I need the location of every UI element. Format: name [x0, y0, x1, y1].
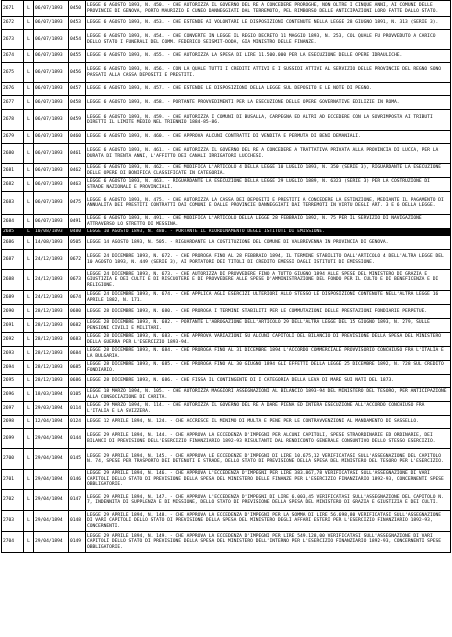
- row-code: 0680: [69, 305, 86, 319]
- row-type: L: [24, 17, 34, 30]
- row-type: L: [24, 388, 34, 402]
- row-text: LEGGE 28 DICEMBRE 1893, N. 686. - CHE FISSA IL CONTINGENTE DI I CATEGORIA DELLA LEVA DI MARE SUI NATI DEL 1873.: [86, 375, 451, 388]
- table-row: [2, 361, 451, 375]
- row-number: 2696: [2, 388, 24, 402]
- row-date: 06/07/1893: [34, 63, 69, 83]
- table-row: [2, 164, 451, 178]
- row-date: 14/08/1893: [34, 236, 69, 250]
- row-text: LEGGE 10 AGOSTO 1893, N. 480. - PORTANTE IL RIORDINAMENTO DEGLI ISTITUTI DI EMISSIONE.: [86, 229, 451, 236]
- row-code: 0480: [69, 229, 86, 236]
- table-row: [2, 192, 451, 215]
- row-text: LEGGE 29 MARZO 1894, N. 114. - CHE AUTORIZZA IL GOVERNO DEL RE A DARE PIENA ED INTERA ESECUZIONE ALL'ACCORDO CONCHIUSO FRA L'ITALIA E LA SVIZZERA.: [86, 402, 451, 416]
- row-code: 0149: [69, 532, 86, 553]
- row-code: 0105: [69, 388, 86, 402]
- row-number: 2683: [2, 192, 24, 215]
- row-type: L: [24, 236, 34, 250]
- row-text: LEGGE 29 APRILE 1894, N. 149. - CHE APPROVA LA ECCEDENZA D'IMPEGNI PER LIRE 549.128,00 VERIFICATASI SULL'ASSEGNAZIONE DI VARI CAPITOLI DELLO STATO DI PREVISIONE DELLA SPESA DEL MINISTERO DELL'INTERNO PER L'ESERCIZIO FINANZIARIO 1892-93, CONCERNENTI SPESE OBBLIGATORIE.: [86, 532, 451, 553]
- row-date: 06/07/1893: [34, 50, 69, 63]
- row-code: 0145: [69, 449, 86, 470]
- row-date: 06/07/1893: [34, 1, 69, 17]
- row-code: 0463: [69, 178, 86, 192]
- row-type: L: [24, 470, 34, 490]
- row-type: L: [24, 164, 34, 178]
- row-date: 29/04/1894: [34, 532, 69, 553]
- row-date: 24/12/1893: [34, 250, 69, 270]
- row-number: 2685: [2, 229, 24, 236]
- row-type: L: [24, 375, 34, 388]
- row-type: L: [24, 347, 34, 361]
- table-row: [2, 449, 451, 470]
- table-row: [2, 270, 451, 291]
- row-text: LEGGE 28 DICEMBRE 1893, N. 680. - CHE PROROGA I TERMINI STABILITI PER LE COMMUTAZIONI DELLE PRESTAZIONI FONDIARIE PERPETUE.: [86, 305, 451, 319]
- row-code: 0672: [69, 250, 86, 270]
- row-number: 2673: [2, 30, 24, 50]
- row-code: 0144: [69, 429, 86, 449]
- row-text: LEGGE 6 AGOSTO 1893, N. 456. - CON LA QUALE TUTTI I CREDITI ATTIVI E I SUSSIDI ATTIVI AL SERVIZIO DELLE PROVINCIE DEL REGNO SONO PASSATI ALLA CASSA DEPOSITI E PRESTITI.: [86, 63, 451, 83]
- row-type: L: [24, 319, 34, 333]
- law-register-table: [1, 0, 451, 553]
- row-code: 0683: [69, 333, 86, 347]
- row-text: LEGGE 24 DICEMBRE 1893, N. 672. - CHE PROROGA FINO AL 28 FEBBRAIO 1894, IL TERMINE STABILITO DALL'ARTICOLO 4 DELL'ALTRA LEGGE DEL 10 AGOSTO 1893, N. 449 (SERIE 3), AI PORTATORI DEI TITOLI DI CREDITO EMESSI DAGLI ISTITUTI DI EMISSIONE.: [86, 250, 451, 270]
- row-number: 2704: [2, 532, 24, 553]
- table-row: [2, 388, 451, 402]
- row-code: 0460: [69, 131, 86, 144]
- row-type: L: [24, 1, 34, 17]
- row-text: LEGGE 6 AGOSTO 1893, N. 461. - CHE AUTORIZZA IL GOVERNO DEL RE A CONCEDERE A TRATTATIVA PRIVATA ALLA PROVINCIA DI LUCCA, PER LA DURATA DI TRENTA ANNI, L'AFFITTO DEI CANALI IRRIGATORI LUCCHESI.: [86, 144, 451, 164]
- table-row: [2, 30, 451, 50]
- row-date: 29/04/1894: [34, 449, 69, 470]
- row-type: L: [24, 131, 34, 144]
- table-row: [2, 470, 451, 490]
- table-row: [2, 83, 451, 96]
- row-code: 0684: [69, 347, 86, 361]
- row-type: L: [24, 178, 34, 192]
- row-code: 0453: [69, 17, 86, 30]
- row-type: L: [24, 429, 34, 449]
- row-date: 06/07/1893: [34, 83, 69, 96]
- row-number: 2700: [2, 449, 24, 470]
- row-number: 2676: [2, 83, 24, 96]
- row-type: L: [24, 416, 34, 429]
- row-number: 2693: [2, 347, 24, 361]
- table-row: [2, 144, 451, 164]
- row-text: LEGGE 6 AGOSTO 1893, N. 475. - CHE AUTORIZZA LA CASSA DEI DEPOSITI E PRESTITI A CONCEDERE LA ESTINZIONE, MEDIANTE IL PAGAMENTO DI ANNUALITA DEI PRESTITI CONTRATTI DAI COMUNI E DALLE PROVINCIE DANNEGGIATI DAI TERREMOTI IN VIRTU DEGLI ART. 3 E 6 DELLA LEGGE.: [86, 192, 451, 215]
- row-number: 2674: [2, 50, 24, 63]
- row-code: 0685: [69, 361, 86, 375]
- table-row: [2, 131, 451, 144]
- table-row: [2, 215, 451, 229]
- row-text: LEGGE 29 APRILE 1894, N. 145. - CHE APPROVA LE ECCEDENZE D'IMPEGNI DI LIRE 10.675,12 VERIFICATASI SULL'ASSEGNAZIONE DEL CAPITOLO N. 74, SPESE PER TRASPORTO DEI DETENUTI E STRADE, DELLO STATO DI PREVISIONE DELLA SPESA DEL MINISTERO DEL TESORO PER L'ESERCIZIO.: [86, 449, 451, 470]
- row-number: 2688: [2, 270, 24, 291]
- table-row: [2, 96, 451, 110]
- row-type: L: [24, 50, 34, 63]
- row-type: L: [24, 30, 34, 50]
- row-text: LEGGE 28 DICEMBRE 1893, N. 683. - CHE APPROVA VARIAZIONI SU ALCUNI CAPITOLI DEL BILANCIO DI PREVISIONE DELLA SPESA DEL MINISTERO DELLA GUERRA PER L'ESERCIZIO 1893-94.: [86, 333, 451, 347]
- row-code: 0124: [69, 416, 86, 429]
- table-row: [2, 333, 451, 347]
- row-number: 2702: [2, 490, 24, 511]
- row-text: LEGGE 28 DICEMBRE 1893, N. 682. - PORTANTE L'ABROGAZIONE DELL'ARTICOLO 29 DELL'ALTRA LEGGE DEL 15 GIUGNO 1893, N. 279, SULLE PENSIONI CIVILI E MILITARI.: [86, 319, 451, 333]
- row-date: 10/08/1893: [34, 229, 69, 236]
- row-number: 2671: [2, 1, 24, 17]
- row-code: 0491: [69, 215, 86, 229]
- row-date: 06/07/1893: [34, 17, 69, 30]
- row-code: 0146: [69, 470, 86, 490]
- row-text: LEGGE 6 AGOSTO 1893, N. 462. - CHE MODIFICA L'ARTICOLO 4 DELLA LEGGE 10 LUGLIO 1893, N. 350 (SERIE 3), RIGUARDANTE LA ESECUZIONE DELLE OPERE DI BONIFICA CLASSIFICATE IN CATEGORIA.: [86, 164, 451, 178]
- table-row: [2, 110, 451, 131]
- row-date: 06/07/1893: [34, 131, 69, 144]
- row-text: LEGGE 18 MARZO 1894, N. 105. - CHE AUTORIZZA MAGGIORI ASSEGNAZIONI AL BILANCIO 1893-94 DEL MINISTERO DEL TESORO, PER ANTICIPAZIONE ALLA CONSOCIAZIONE DI CARITA.: [86, 388, 451, 402]
- row-text: LEGGE 6 AGOSTO 1893, N. 459. - CHE AUTORIZZA I COMUNI DI BUSALLA, CARPEGNA ED ALTRI AD ECCEDERE CON LA SOVRIMPOSTA AI TRIBUTI DIRETTI IL LIMITE MEDIO NEL TRIENNIO 1884-85-86.: [86, 110, 451, 131]
- row-date: 29/04/1894: [34, 470, 69, 490]
- row-type: L: [24, 333, 34, 347]
- table-row: [2, 375, 451, 388]
- row-type: L: [24, 215, 34, 229]
- row-number: 2686: [2, 236, 24, 250]
- row-text: LEGGE 29 APRILE 1894, N. 148. - CHE APPROVA LA ECCEDENZA D'IMPEGNI PER LA SOMMA DI LIRE 56.698,80 VERIFICATASI SULL'ASSEGNAZIONE DI VARI CAPITOLI DELLO STATO DI PREVISIONE DELLA SPESA DEL MINISTERO DEGLI AFFARI ESTERI PER L'ESERCIZIO FINANZIARIO 1892-93, CONCERNENTI.: [86, 511, 451, 532]
- row-date: 06/07/1893: [34, 110, 69, 131]
- row-type: L: [24, 229, 34, 236]
- table-row: [2, 490, 451, 511]
- row-date: 24/12/1893: [34, 270, 69, 291]
- table-row: [2, 511, 451, 532]
- row-code: 0475: [69, 192, 86, 215]
- row-number: 2694: [2, 361, 24, 375]
- row-date: 06/07/1893: [34, 164, 69, 178]
- row-code: 0673: [69, 270, 86, 291]
- row-number: 2692: [2, 333, 24, 347]
- row-text: LEGGE 14 AGOSTO 1893, N. 505. - RIGUARDANTE LA COSTITUZIONE DEL COMUNE DI VALBREVENNA IN PROVINCIA DI GENOVA.: [86, 236, 451, 250]
- row-date: 06/07/1893: [34, 144, 69, 164]
- row-date: 28/12/1893: [34, 319, 69, 333]
- row-type: L: [24, 96, 34, 110]
- table-row: [2, 50, 451, 63]
- row-type: L: [24, 532, 34, 553]
- row-number: 2695: [2, 375, 24, 388]
- row-date: 12/04/1894: [34, 416, 69, 429]
- row-code: 0456: [69, 63, 86, 83]
- row-text: LEGGE 6 AGOSTO 1893, N. 457. - CHE ESTENDE LE DISPOSIZIONI DELLA LEGGE SUL DEPOSITO E LE NOTE DI PEGNO.: [86, 83, 451, 96]
- row-type: L: [24, 250, 34, 270]
- row-code: 0682: [69, 319, 86, 333]
- row-date: 18/03/1894: [34, 388, 69, 402]
- row-text: LEGGE 29 APRILE 1894, N. 147. - CHE APPROVA L'ECCEDENZA D'IMPEGNI DI LIRE 6.003,45 VERIFICATASI SULL'ASSEGNAZIONE DEL CAPITOLO N. 7, INDENNITA DI SUPPLENZA E DI MISSIONE, DELLO STATO DI PREVISIONE DELLA SPESA DEL MINISTERO DI GRAZIA E GIUSTIZIA E DEI CULTI.: [86, 490, 451, 511]
- row-number: 2675: [2, 63, 24, 83]
- row-text: LEGGE 6 AGOSTO 1893, N. 450. - CHE AUTORIZZA IL GOVERNO DEL RE A CONCEDERE PROROGHE, NON OLTRE I CINQUE ANNI, AI COMUNI DELLE PROVINCIE DI GENOVA, PORTO MAURIZIO E CUNEO DANNEGGIATI DAL TERREMOTO, PEL RIMBORSO DELLE ANTICIPAZIONI LORO FATTE DALLO STATO.: [86, 1, 451, 17]
- row-code: 0455: [69, 50, 86, 63]
- row-number: 2680: [2, 144, 24, 164]
- row-type: L: [24, 270, 34, 291]
- row-type: L: [24, 402, 34, 416]
- row-text: LEGGE 28 DICEMBRE 1893, N. 684. - CHE PROROGA FINO AL 31 DICEMBRE 1894 L'ACCORDO COMMERCIALE PROVVISORIO CONCHIUSO FRA L'ITALIA E LA BULGARIA.: [86, 347, 451, 361]
- row-number: 2703: [2, 511, 24, 532]
- row-text: LEGGE 6 AGOSTO 1893, N. 491. - CHE MODIFICA L'ARTICOLO DELLA LEGGE 28 FEBBRAIO 1892, N. 75 PER IL SERVIZIO DI NAVIGAZIONE ATTRAVERSO LO STRETTO DI MESSINA.: [86, 215, 451, 229]
- row-date: 28/12/1893: [34, 305, 69, 319]
- row-code: 0674: [69, 291, 86, 305]
- row-type: L: [24, 305, 34, 319]
- row-code: 0461: [69, 144, 86, 164]
- row-date: 28/12/1893: [34, 347, 69, 361]
- row-code: 0686: [69, 375, 86, 388]
- row-type: L: [24, 110, 34, 131]
- row-date: 29/04/1894: [34, 511, 69, 532]
- row-code: 0459: [69, 110, 86, 131]
- table-row: [2, 1, 451, 17]
- table-row: [2, 319, 451, 333]
- row-date: 29/03/1894: [34, 402, 69, 416]
- row-text: LEGGE 29 APRILE 1894, N. 144. - CHE APPROVA LA ECCEDENZA D'IMPEGNI PER ALCUNI CAPITOLI, SPESE STRAORDINARIE ED ORDINARIE, DEI BILANCI DI PREVISIONE DELL'ESERCIZIO FINANZIARIO 1892-93 RISULTANTI DAL RENDICONTO GENERALE CONSUNTIVO DELLO STESSO ESERCIZIO.: [86, 429, 451, 449]
- row-number: 2701: [2, 470, 24, 490]
- row-text: LEGGE 6 AGOSTO 1893, N. 458. - PORTANTE PROVVEDIMENTI PER LA ESECUZIONE DELLE OPERE GOVERNATIVE EDILIZIE IN ROMA.: [86, 96, 451, 110]
- row-type: L: [24, 361, 34, 375]
- row-code: 0148: [69, 511, 86, 532]
- row-number: 2697: [2, 402, 24, 416]
- row-type: L: [24, 192, 34, 215]
- row-number: 2687: [2, 250, 24, 270]
- row-text: LEGGE 24 DICEMBRE 1893, N. 674. - CHE APPLICA AGLI ESERCIZI ULTERIORI ALLO STESSO LE DISPOSIZIONI CONTENUTE NELL'ALTRA LEGGE 16 APRILE 1882, N. 171.: [86, 291, 451, 305]
- row-date: 28/12/1893: [34, 333, 69, 347]
- row-text: LEGGE 29 APRILE 1894, N. 146. - CHE APPROVA L'ECCEDENZA D'IMPEGNI PER LIRE 383.867,78 VERIFICATASI SULL'ASSEGNAZIONE DI VARI CAPITOLI DELLO STATO DI PREVISIONE DELLA SPESA DEL MINISTERO DELLE FINANZE PER L'ESERCIZIO FINANZIARIO 1892-93, CONCERNENTI SPESE OBBLIGATORIE.: [86, 470, 451, 490]
- row-date: 28/12/1893: [34, 361, 69, 375]
- row-code: 0147: [69, 490, 86, 511]
- row-type: L: [24, 83, 34, 96]
- row-text: LEGGE 6 AGOSTO 1893, N. 454. - CHE CONVERTE IN LEGGE IL REGIO DECRETO 11 MAGGIO 1893, N. 253, COL QUALE FU PROVVEDUTO A CARICO DELLO STATO I FUNERALI DEL COMM. FEDERICO SEISMIT-DODA, GIA MINISTRO DELLE FINANZE.: [86, 30, 451, 50]
- table-row: [2, 416, 451, 429]
- row-text: LEGGE 12 APRILE 1894, N. 124. - CHE ACCRESCE IL MINIMO DI MULTA E PENE PER LE CONTRAVVENZIONI AL MANDAMENTO DI SASSELLO.: [86, 416, 451, 429]
- row-number: 2684: [2, 215, 24, 229]
- row-text: LEGGE 24 DICEMBRE 1893, N. 673. - CHE AUTORIZZA DI PROVVEDERE FINO A TUTTO GIUGNO 1894 ALLE SPESE DEL MINISTERO DI GRAZIA E GIUSTIZIA E DEI CULTI E DI RISCUOTERE E DI PROVVEDERE ALLE SPESE D'AMMINISTRAZIONE DEL FONDO PER IL CULTO E DI BENEFICENZA E DI RELIGIONE.: [86, 270, 451, 291]
- row-number: 2691: [2, 319, 24, 333]
- row-date: 06/07/1893: [34, 178, 69, 192]
- row-date: 29/04/1894: [34, 490, 69, 511]
- row-date: 06/07/1893: [34, 192, 69, 215]
- row-number: 2678: [2, 110, 24, 131]
- row-date: 06/07/1893: [34, 96, 69, 110]
- row-code: 0458: [69, 96, 86, 110]
- row-number: 2679: [2, 131, 24, 144]
- row-code: 0505: [69, 236, 86, 250]
- row-date: 24/12/1893: [34, 291, 69, 305]
- row-number: 2682: [2, 178, 24, 192]
- row-number: 2698: [2, 416, 24, 429]
- table-row: [2, 347, 451, 361]
- table-row: [2, 178, 451, 192]
- row-date: 06/07/1893: [34, 30, 69, 50]
- table-row: [2, 402, 451, 416]
- row-code: 0457: [69, 83, 86, 96]
- row-date: 29/04/1894: [34, 429, 69, 449]
- row-number: 2677: [2, 96, 24, 110]
- row-date: 06/07/1893: [34, 215, 69, 229]
- row-date: 28/12/1893: [34, 375, 69, 388]
- table-row: [2, 429, 451, 449]
- row-type: L: [24, 449, 34, 470]
- row-type: L: [24, 144, 34, 164]
- table-row: [2, 63, 451, 83]
- table-row: [2, 236, 451, 250]
- table-row: [2, 291, 451, 305]
- row-number: 2699: [2, 429, 24, 449]
- row-number: 2689: [2, 291, 24, 305]
- row-type: L: [24, 291, 34, 305]
- row-code: 0462: [69, 164, 86, 178]
- table-row: [2, 17, 451, 30]
- row-number: 2690: [2, 305, 24, 319]
- table-row: [2, 305, 451, 319]
- row-number: 2681: [2, 164, 24, 178]
- row-text: LEGGE 6 AGOSTO 1893, N. 463. - RIGUARDANTE LA ESECUZIONE DELLA LEGGE 29 LUGLIO 1889, N. 6323 (SERIE 3) PER LA COSTRUZIONE DI STRADE NAZIONALI E PROVINCIALI.: [86, 178, 451, 192]
- row-type: L: [24, 490, 34, 511]
- row-type: L: [24, 511, 34, 532]
- law-register-body: [2, 1, 451, 553]
- row-type: L: [24, 63, 34, 83]
- row-code: 0454: [69, 30, 86, 50]
- table-row: [2, 229, 451, 236]
- row-text: LEGGE 6 AGOSTO 1893, N. 460. - CHE APPROVA ALCUNI CONTRATTI DI VENDITA E PERMUTA DI BENI DEMANIALI.: [86, 131, 451, 144]
- row-number: 2672: [2, 17, 24, 30]
- row-code: 0450: [69, 1, 86, 17]
- row-text: LEGGE 28 DICEMBRE 1893, N. 685. - CHE PROROGA FINO AL 30 GIUGNO 1894 GLI EFFETTI DELLA LEGGE 25 DICEMBRE 1892, N. 728 SUL CREDITO FONDIARIO.: [86, 361, 451, 375]
- row-text: LEGGE 6 AGOSTO 1893, N. 453. - CHE ESTENDE AI VOLONTARI LE DISPOSIZIONI CONTENUTE NELLA LEGGE 28 GIUGNO 1891, N. 313 (SERIE 3).: [86, 17, 451, 30]
- table-row: [2, 250, 451, 270]
- row-code: 0114: [69, 402, 86, 416]
- row-text: LEGGE 6 AGOSTO 1893, N. 455. - CHE AUTORIZZA LA SPESA DI LIRE 11.500.000 PER LA ESECUZIONE DELLE OPERE IDRAULICHE.: [86, 50, 451, 63]
- table-row: [2, 532, 451, 553]
